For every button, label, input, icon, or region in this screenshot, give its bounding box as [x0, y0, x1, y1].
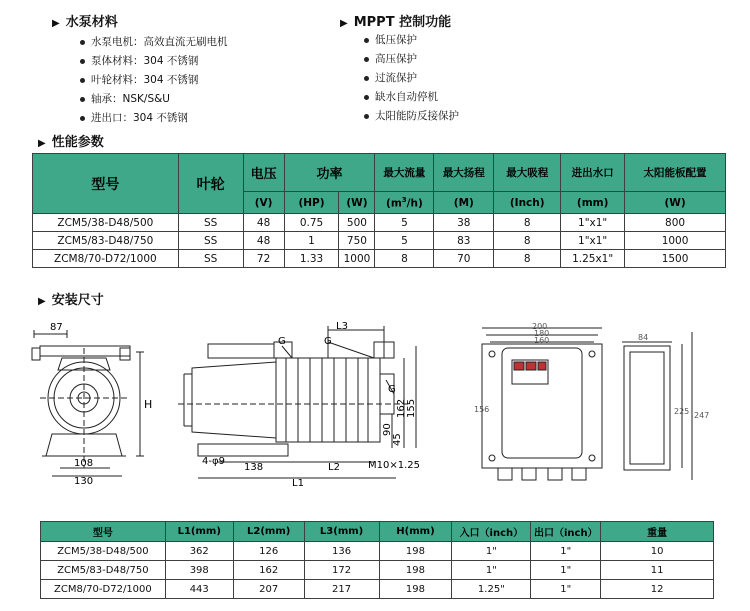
dim-L1: L1	[292, 478, 304, 489]
pump-front-view	[22, 318, 172, 490]
list-item: 低压保护	[364, 31, 459, 50]
list-item: 轴承：NSK/S&U	[80, 90, 228, 109]
dim-108: 108	[74, 458, 94, 469]
table-row: ZCM5/83-D48/750 SS 48 1 750 5 83 8 1"x1" 1000	[33, 232, 726, 250]
triangle-icon: ▶	[340, 18, 348, 29]
unit-inch: (Inch)	[494, 192, 561, 214]
header-weight: 重量	[601, 522, 714, 542]
triangle-icon: ▶	[52, 18, 60, 29]
list-item: 进出口：304 不锈钢	[80, 109, 228, 128]
dim-G-outlet: G	[278, 336, 286, 347]
size-table	[40, 521, 714, 599]
dim-90: 90	[382, 423, 393, 436]
unit-flow: $(m^3/h)$	[375, 192, 434, 214]
table-row: ZCM5/38-D48/500 362 126 136 198 1" 1" 10	[41, 542, 714, 561]
list-item: 泵体材料：304 不锈钢	[80, 52, 228, 71]
list-item: 高压保护	[364, 50, 459, 69]
table-row: ZCM5/38-D48/500 SS 48 0.75 500 5 38 8 1"x1" 800	[33, 214, 726, 232]
dim-138: 138	[244, 462, 264, 473]
header-solar: 太阳能板配置	[625, 154, 726, 192]
dim-G-top: G	[324, 336, 332, 347]
pump-side-view	[178, 318, 444, 490]
header-outlet: 出口（inch）	[531, 522, 601, 542]
list-item: 太阳能防反接保护	[364, 107, 459, 126]
dim-155: 155	[406, 398, 417, 418]
table-row: ZCM8/70-D72/1000 443 207 217 198 1.25" 1" 12	[41, 580, 714, 599]
dim-87: 87	[50, 322, 63, 333]
header-maxsuction: 最大吸程	[494, 154, 561, 192]
header-l2: L2(mm)	[233, 522, 304, 542]
mppt-list	[364, 31, 459, 126]
unit-w2: (W)	[625, 192, 726, 214]
dim-bolt: 4-φ9	[202, 456, 225, 467]
dim-225: 225	[674, 407, 690, 416]
dim-200: 200	[532, 322, 548, 331]
materials-list	[80, 33, 228, 128]
unit-hp: (HP)	[284, 192, 339, 214]
dim-84: 84	[638, 333, 649, 342]
header-inlet: 入口（inch）	[452, 522, 531, 542]
perf-title: ▶ 性能参数	[38, 135, 104, 150]
unit-m: (M)	[434, 192, 494, 214]
dim-H: H	[144, 398, 153, 411]
dim-162: 162	[396, 398, 407, 418]
dim-m10: M10×1.25	[368, 460, 420, 471]
header-model: 型号	[41, 522, 166, 542]
materials-title: ▶ 水泵材料	[52, 15, 118, 30]
unit-voltage: (V)	[243, 192, 284, 214]
unit-mm: (mm)	[561, 192, 625, 214]
triangle-icon: ▶	[38, 138, 46, 149]
install-title: ▶ 安装尺寸	[38, 293, 104, 308]
controller-view	[472, 322, 718, 494]
dim-L3: L3	[336, 321, 348, 332]
performance-table	[32, 153, 726, 268]
list-item: 过流保护	[364, 69, 459, 88]
header-model: 型号	[33, 154, 179, 214]
list-item: 水泵电机：高效直流无刷电机	[80, 33, 228, 52]
dim-L2: L2	[328, 462, 340, 473]
table-row: ZCM5/83-D48/750 398 162 172 198 1" 1" 11	[41, 561, 714, 580]
table-row: ZCM8/70-D72/1000 SS 72 1.33 1000 8 70 8 1.25x1" 1500	[33, 250, 726, 268]
header-l1: L1(mm)	[165, 522, 233, 542]
header-h: H(mm)	[379, 522, 452, 542]
header-l3: L3(mm)	[304, 522, 379, 542]
mppt-title: ▶ MPPT 控制功能	[340, 15, 452, 30]
dim-G-inlet: G	[388, 384, 396, 395]
dim-247: 247	[694, 411, 710, 420]
dim-156: 156	[474, 405, 490, 414]
dim-160: 160	[534, 336, 550, 345]
list-item: 缺水自动停机	[364, 88, 459, 107]
header-voltage: 电压	[243, 154, 284, 192]
dim-130: 130	[74, 476, 94, 487]
header-impeller: 叶轮	[178, 154, 243, 214]
triangle-icon: ▶	[38, 296, 46, 307]
header-power: 功率	[284, 154, 375, 192]
header-maxhead: 最大扬程	[434, 154, 494, 192]
header-maxflow: 最大流量	[375, 154, 434, 192]
unit-w: (W)	[339, 192, 375, 214]
list-item: 叶轮材料：304 不锈钢	[80, 71, 228, 90]
dim-180: 180	[534, 329, 550, 338]
header-inout: 进出水口	[561, 154, 625, 192]
dim-45: 45	[392, 433, 403, 446]
